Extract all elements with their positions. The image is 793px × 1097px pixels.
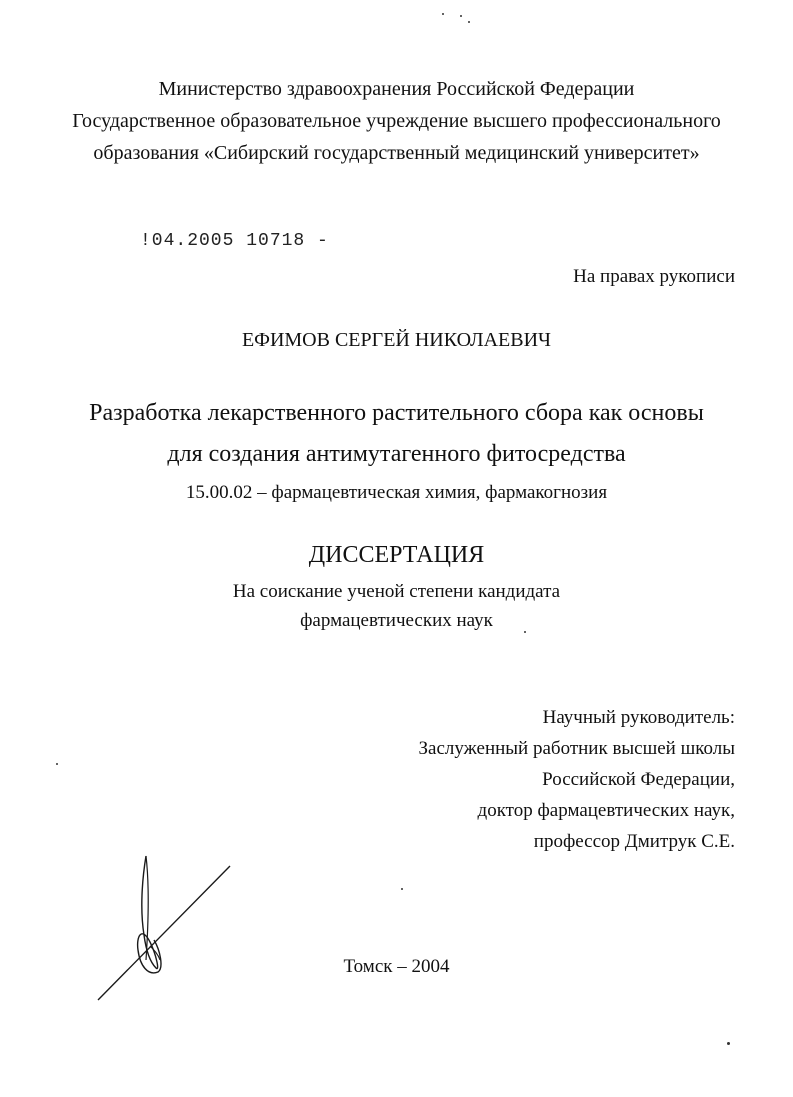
- manuscript-note: На правах рукописи: [573, 266, 735, 287]
- scan-speck: [56, 763, 58, 765]
- scan-speck: [442, 13, 444, 15]
- scan-speck: [727, 1042, 730, 1045]
- city-year: Томск – 2004: [343, 956, 450, 977]
- scan-speck: [460, 15, 462, 17]
- supervisor-line-1: Заслуженный работник высшей школы: [418, 738, 735, 759]
- document-type: ДИССЕРТАЦИЯ: [308, 542, 485, 568]
- institution-line-1: Государственное образовательное учреждение высшего профессионального: [72, 110, 721, 132]
- title-line-2: для создания антимутагенного фитосредства: [167, 441, 626, 467]
- signature: [90, 850, 250, 1010]
- scan-speck: [468, 21, 470, 23]
- institution-line-2: образования «Сибирский государственный медицинский университет»: [93, 142, 700, 164]
- author-name: ЕФИМОВ СЕРГЕЙ НИКОЛАЕВИЧ: [241, 329, 552, 351]
- title-line-1: Разработка лекарственного растительного сбора как основы: [89, 400, 704, 426]
- scan-speck: [401, 888, 403, 890]
- specialty: 15.00.02 – фармацевтическая химия, фармакогнозия: [185, 482, 608, 503]
- supervisor-line-4: профессор Дмитрук С.Е.: [533, 831, 735, 852]
- supervisor-line-2: Российской Федерации,: [542, 769, 735, 790]
- supervisor-heading: Научный руководитель:: [542, 707, 735, 728]
- supervisor-line-3: доктор фармацевтических наук,: [477, 800, 735, 821]
- degree-line-2: фармацевтических наук: [300, 610, 493, 631]
- registration-stamp: !04.2005 10718 -: [140, 231, 329, 251]
- degree-line-1: На соискание ученой степени кандидата: [232, 581, 561, 602]
- scan-speck: [524, 631, 526, 633]
- ministry-line: Министерство здравоохранения Российской Федерации: [158, 78, 635, 100]
